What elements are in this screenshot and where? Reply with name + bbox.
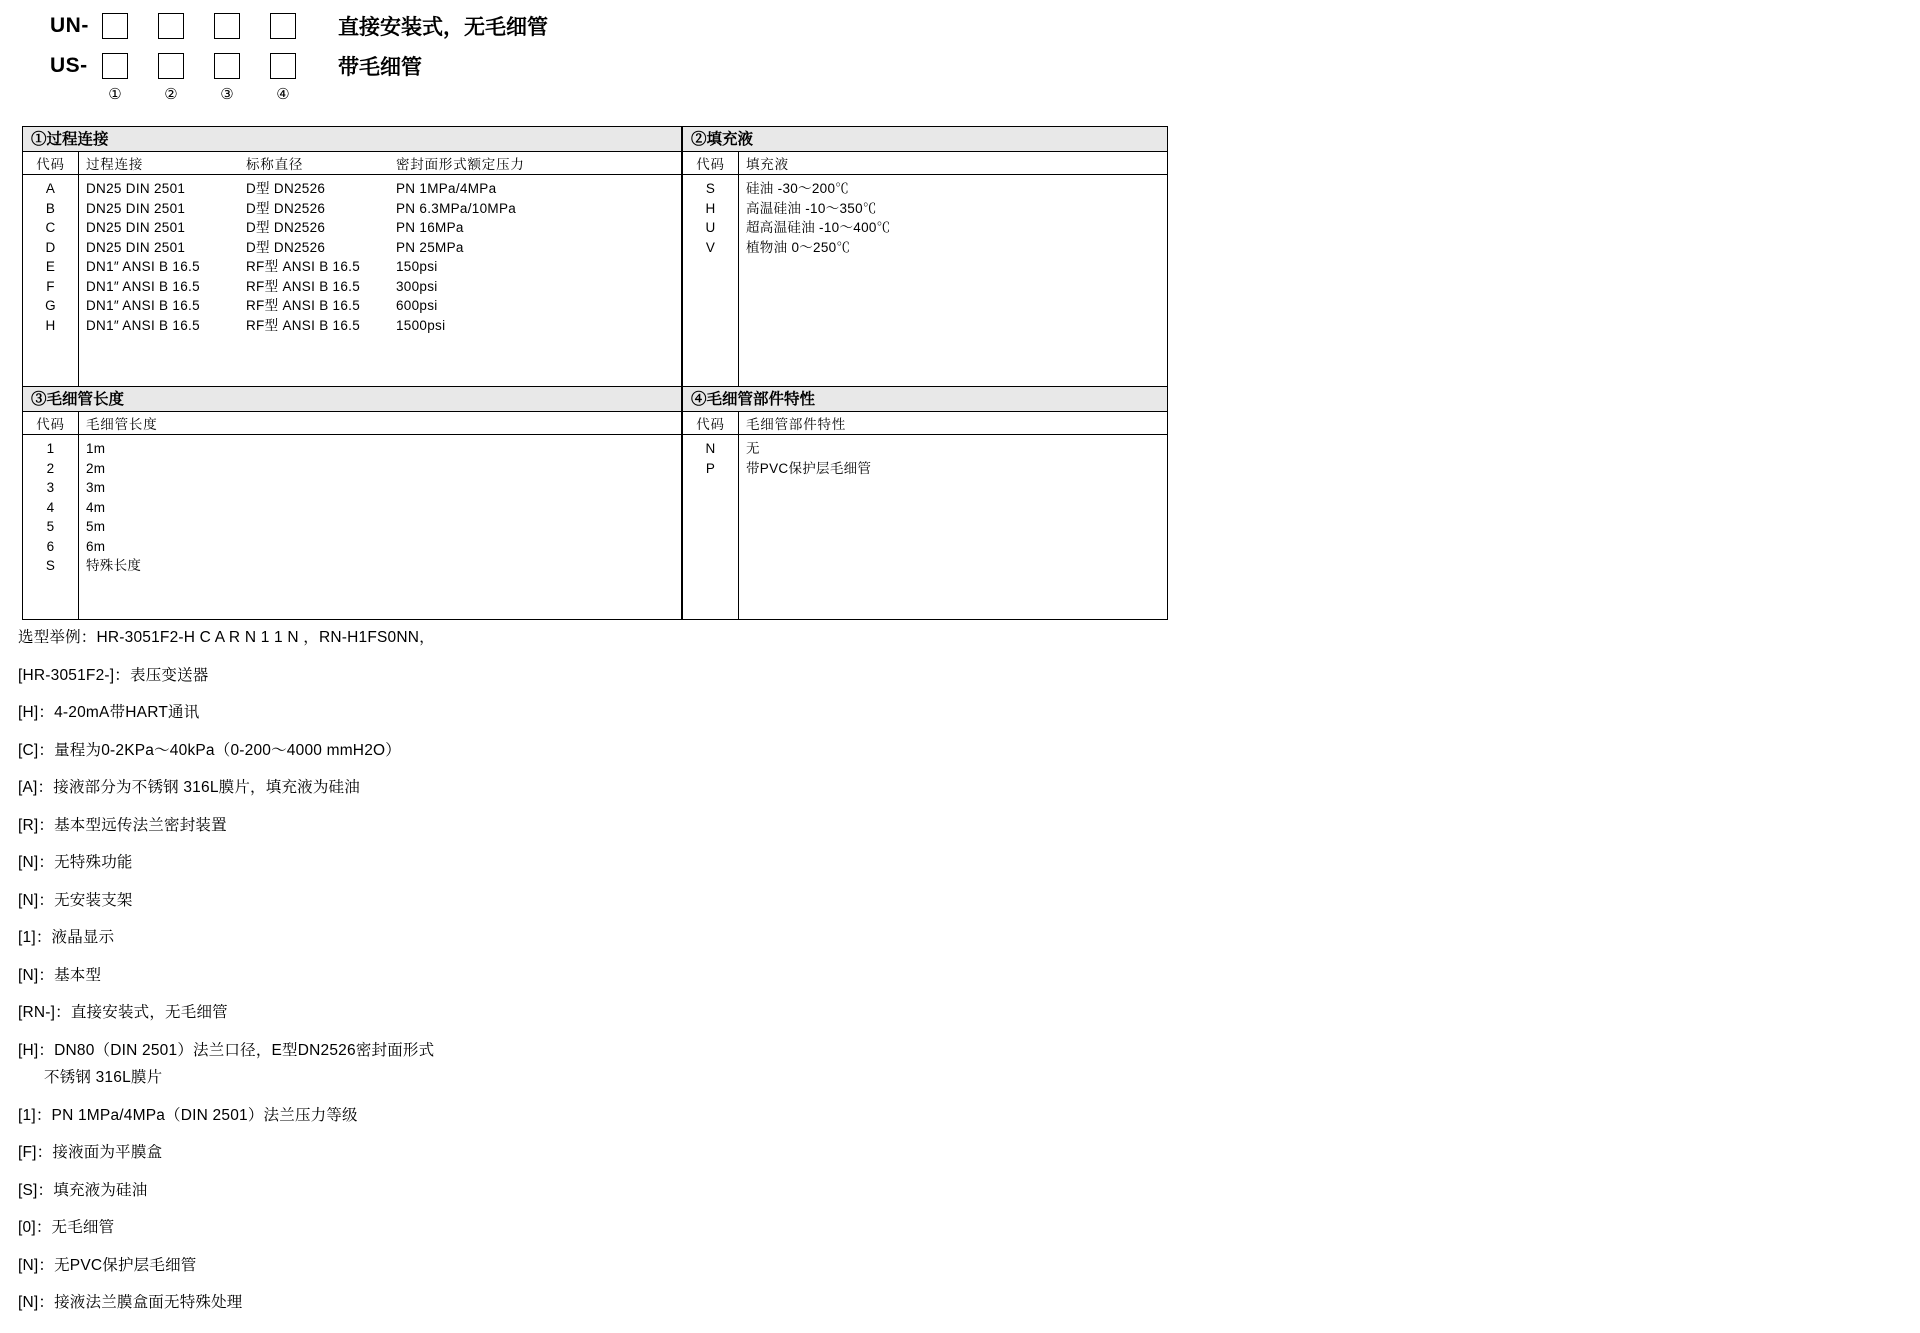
header-filling-liquid: 填充液 [746,157,789,172]
table-row [86,218,681,238]
code-prefix-un: UN- [50,14,89,37]
table-capillary-length [22,386,682,620]
code-column [23,435,79,619]
table-row: 无 [746,441,760,456]
table-body-process-connection [23,175,681,389]
table-row: U [705,220,716,235]
cell-diameter: RF型 ANSI B 16.5 [246,298,361,313]
table-header-process-connection [23,152,681,175]
example-line: [A]：接液部分为不锈钢 316L膜片，填充液为硅油 [18,779,360,796]
example-line: 不锈钢 316L膜片 [44,1069,163,1086]
table-row [86,179,681,199]
table-row: 超高温硅油 -10～400℃ [746,220,891,235]
table-row: S [45,558,56,573]
header-code: 代码 [23,152,79,174]
table-row [86,316,681,336]
example-line: [S]：填充液为硅油 [18,1181,148,1199]
table-header-capillary-length [23,412,681,435]
code-marker-2: ② [164,86,178,103]
table-row: G [45,298,56,313]
table-row: 1m [86,441,106,456]
table-row [86,199,681,219]
table-title-process-connection: ①过程连接 [23,127,681,152]
cell-pressure: PN 1MPa/4MPa [396,181,497,196]
table-row: 2 [46,460,55,476]
detail-column [739,435,1167,619]
table-process-connection [22,126,682,390]
table-row: H [705,200,716,216]
code-box-us-2[interactable] [158,53,184,79]
header-code: 代码 [683,412,739,434]
cell-connection: DN1″ ANSI B 16.5 [86,317,200,333]
code-box-un-3[interactable] [214,13,240,39]
example-line: [N]：接液法兰膜盒面无特殊处理 [18,1294,243,1311]
table-row: B [45,200,56,216]
table-row: E [45,259,56,274]
table-row: C [45,220,56,235]
table-title-capillary-length: ③毛细管长度 [23,387,681,412]
table-row: A [45,181,56,196]
cell-diameter: D型 DN2526 [246,220,326,235]
code-marker-1: ① [108,86,122,103]
header-capillary-accessory: 毛细管部件特性 [746,417,847,432]
table-row: 3m [86,480,106,495]
table-body-filling-liquid [683,175,1167,389]
detail-column [79,175,681,389]
cell-diameter: D型 DN2526 [246,181,326,196]
code-column [683,175,739,389]
example-line: [1]：PN 1MPa/4MPa（DIN 2501）法兰压力等级 [18,1106,358,1124]
table-header-capillary-accessory [683,412,1167,435]
table-row: S [705,181,716,196]
table-row: V [705,239,716,255]
example-line: [HR-3051F2-]：表压变送器 [18,666,209,684]
table-row: F [46,278,55,294]
example-line: 选型举例：HR-3051F2-H C A R N 1 1 N ，RN-H1FS0NN， [18,629,435,646]
selection-example-list [18,630,1418,1333]
table-row: 6 [46,538,55,554]
table-body-capillary-length [23,435,681,619]
example-line: [H]：4-20mA带HART通讯 [18,704,200,721]
cell-diameter: RF型 ANSI B 16.5 [246,278,361,294]
table-row: 硅油 -30～200℃ [746,181,850,196]
header-code: 代码 [23,412,79,434]
code-marker-row [102,86,750,104]
example-line: [N]：基本型 [18,966,102,984]
example-line: [F]：接液面为平膜盒 [18,1144,163,1161]
code-row-un [50,8,750,44]
code-marker-4: ④ [276,86,290,103]
table-row [86,277,681,297]
cell-connection: DN1″ ANSI B 16.5 [86,278,200,294]
cell-connection: DN1″ ANSI B 16.5 [86,259,200,274]
example-line: [N]：无PVC保护层毛细管 [18,1256,197,1274]
table-row: H [45,317,56,333]
cell-pressure: 300psi [396,278,438,294]
table-capillary-accessory [682,386,1168,620]
example-line: [R]：基本型远传法兰密封装置 [18,816,227,834]
table-row: 5m [86,519,106,534]
cell-diameter: D型 DN2526 [246,239,326,255]
example-line: [C]：量程为0-2KPa～40kPa（0-200～4000 mmH2O） [18,741,401,759]
cell-connection: DN25 DIN 2501 [86,200,186,216]
code-box-us-4[interactable] [270,53,296,79]
cell-diameter: D型 DN2526 [246,200,326,216]
code-box-us-1[interactable] [102,53,128,79]
example-line: [0]：无毛细管 [18,1219,115,1236]
cell-diameter: RF型 ANSI B 16.5 [246,317,361,333]
code-prefix-us: US- [50,54,88,77]
table-row: 3 [46,480,55,495]
cell-pressure: PN 25MPa [396,239,464,255]
table-row: 5 [46,519,55,534]
detail-column [739,175,1167,389]
cell-connection: DN25 DIN 2501 [86,181,186,196]
example-line: [RN-]：直接安装式，无毛细管 [18,1004,228,1021]
cell-pressure: 150psi [396,259,438,274]
table-row: 6m [86,538,106,554]
cell-diameter: RF型 ANSI B 16.5 [246,259,361,274]
table-row: N [705,441,716,456]
cell-pressure: 600psi [396,298,438,313]
code-desc-un: 直接安装式，无毛细管 [338,16,548,39]
header-sealing-pressure: 密封面形式额定压力 [396,157,525,172]
table-row: 高温硅油 -10～350℃ [746,200,877,216]
model-code-pattern [50,8,750,104]
header-code: 代码 [683,152,739,174]
table-row [86,296,681,316]
header-capillary-length: 毛细管长度 [86,417,158,432]
cell-connection: DN1″ ANSI B 16.5 [86,298,200,313]
cell-pressure: 1500psi [396,317,446,333]
code-column [683,435,739,619]
table-filling-liquid [682,126,1168,390]
code-box-us-3[interactable] [214,53,240,79]
table-row: 4 [46,499,55,515]
cell-connection: DN25 DIN 2501 [86,239,186,255]
table-row: 带PVC保护层毛细管 [746,460,872,476]
code-column [23,175,79,389]
cell-connection: DN25 DIN 2501 [86,220,186,235]
table-title-filling-liquid: ②填充液 [683,127,1167,152]
table-row: D [45,239,56,255]
code-desc-us: 带毛细管 [338,56,422,79]
code-box-un-1[interactable] [102,13,128,39]
table-row [86,238,681,258]
table-row [86,257,681,277]
table-row: 1 [46,441,55,456]
example-line: [N]：无特殊功能 [18,854,133,871]
header-process-connection: 过程连接 [86,157,144,172]
table-row: 4m [86,499,106,515]
cell-pressure: PN 6.3MPa/10MPa [396,200,517,216]
table-body-capillary-accessory [683,435,1167,619]
code-row-us [50,48,750,84]
code-box-un-4[interactable] [270,13,296,39]
code-box-un-2[interactable] [158,13,184,39]
cell-pressure: PN 16MPa [396,220,464,235]
header-nominal-diameter: 标称直径 [246,157,304,172]
table-row: 2m [86,460,106,476]
code-marker-3: ③ [220,86,234,103]
table-row: 特殊长度 [86,558,142,573]
table-row: 植物油 0～250℃ [746,239,851,255]
example-line: [H]：DN80（DIN 2501）法兰口径，E型DN2526密封面形式 [18,1041,435,1059]
table-row: P [705,460,716,476]
detail-column [79,435,681,619]
table-title-capillary-accessory: ④毛细管部件特性 [683,387,1167,412]
example-line: [N]：无安装支架 [18,891,133,909]
example-line: [1]：液晶显示 [18,929,115,946]
table-header-filling-liquid [683,152,1167,175]
